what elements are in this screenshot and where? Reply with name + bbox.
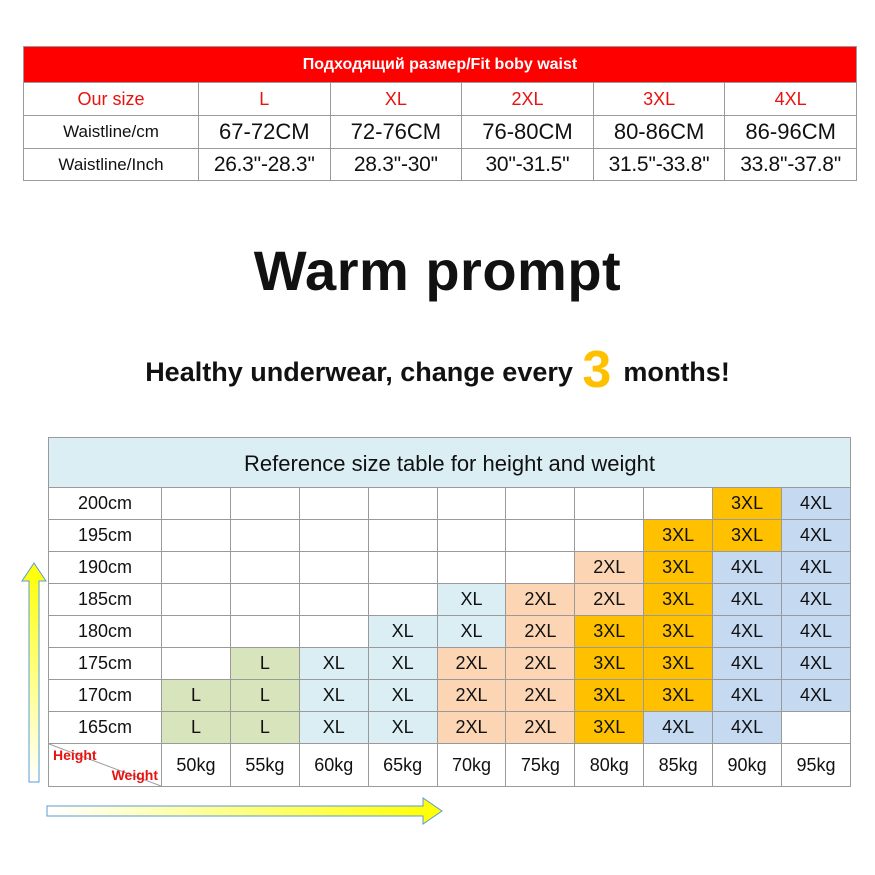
- size-cell: [161, 552, 230, 584]
- weight-label: 70kg: [437, 744, 506, 786]
- size-cell: [643, 488, 712, 520]
- size-cell: 3XL: [643, 680, 712, 712]
- height-label: 175cm: [49, 648, 161, 680]
- waist-row-our-size: [24, 82, 856, 115]
- waist-row-inch: [24, 148, 856, 180]
- weight-label: 85kg: [643, 744, 712, 786]
- size-cell: [505, 520, 574, 552]
- reference-size-table: [48, 437, 851, 787]
- size-cell: XL: [368, 648, 437, 680]
- waist-cm-cell: 86-96CM: [724, 116, 856, 148]
- size-cell: [574, 520, 643, 552]
- weight-label: 50kg: [161, 744, 230, 786]
- size-cell: XL: [299, 680, 368, 712]
- size-cell: 4XL: [781, 584, 850, 616]
- weight-label: 90kg: [712, 744, 781, 786]
- size-cell: XL: [299, 712, 368, 744]
- size-cell: 3XL: [574, 680, 643, 712]
- height-row: [49, 520, 850, 552]
- size-cell: 4XL: [712, 712, 781, 744]
- waist-inch-cell: 28.3''-30'': [330, 149, 462, 180]
- tip-number: 3: [582, 341, 612, 399]
- size-cell: L: [230, 648, 299, 680]
- size-cell: XL: [299, 648, 368, 680]
- waist-size-table: [23, 46, 857, 181]
- weight-label: 65kg: [368, 744, 437, 786]
- size-cell: 2XL: [505, 648, 574, 680]
- weight-label: 80kg: [574, 744, 643, 786]
- height-label: 165cm: [49, 712, 161, 744]
- size-cell: L: [161, 712, 230, 744]
- tip-line: [0, 340, 875, 402]
- size-cell: [299, 488, 368, 520]
- corner-weight-label: Weight: [111, 767, 158, 783]
- size-cell: 3XL: [643, 648, 712, 680]
- row-label: Waistline/cm: [63, 122, 159, 141]
- size-cell: [161, 520, 230, 552]
- size-cell: [505, 552, 574, 584]
- height-label: 180cm: [49, 616, 161, 648]
- size-cell: [230, 488, 299, 520]
- size-cell: 3XL: [593, 83, 725, 115]
- waist-inch-cell: 30''-31.5'': [461, 149, 593, 180]
- size-cell: 4XL: [724, 83, 856, 115]
- tip-text-before: Healthy underwear, change every: [145, 357, 573, 387]
- size-cell: [368, 584, 437, 616]
- size-cell: [161, 488, 230, 520]
- height-label: 170cm: [49, 680, 161, 712]
- size-cell: [161, 648, 230, 680]
- size-cell: 2XL: [437, 712, 506, 744]
- weight-label: 60kg: [299, 744, 368, 786]
- size-cell: XL: [368, 616, 437, 648]
- size-cell: 2XL: [574, 584, 643, 616]
- size-cell: 4XL: [712, 648, 781, 680]
- size-cell: [437, 552, 506, 584]
- waist-inch-cell: 31.5''-33.8'': [593, 149, 725, 180]
- tip-text-after: months!: [623, 357, 730, 387]
- size-cell: [368, 520, 437, 552]
- size-cell: [437, 488, 506, 520]
- size-cell: 3XL: [574, 616, 643, 648]
- size-cell: XL: [368, 680, 437, 712]
- height-row: [49, 584, 850, 616]
- row-label: Waistline/Inch: [58, 154, 164, 174]
- height-row: [49, 552, 850, 584]
- size-cell: [437, 520, 506, 552]
- size-cell: 2XL: [437, 680, 506, 712]
- size-cell: 4XL: [781, 520, 850, 552]
- size-cell: 4XL: [781, 552, 850, 584]
- size-cell: L: [198, 83, 330, 115]
- arrow-up-icon: [20, 561, 48, 785]
- size-cell: 3XL: [643, 616, 712, 648]
- size-cell: [230, 520, 299, 552]
- waist-cm-cell: 67-72CM: [198, 116, 330, 148]
- size-cell: XL: [368, 712, 437, 744]
- warm-prompt-title: Warm prompt: [253, 239, 622, 302]
- size-cell: 4XL: [781, 488, 850, 520]
- row-label: Our size: [77, 88, 145, 109]
- size-cell: 3XL: [643, 584, 712, 616]
- weight-label: 95kg: [781, 744, 850, 786]
- size-cell: 2XL: [505, 712, 574, 744]
- size-cell: XL: [437, 584, 506, 616]
- size-cell: 2XL: [505, 616, 574, 648]
- size-cell: 3XL: [574, 712, 643, 744]
- size-cell: XL: [437, 616, 506, 648]
- size-cell: [299, 616, 368, 648]
- size-cell: [781, 712, 850, 744]
- size-cell: L: [161, 680, 230, 712]
- weight-header-row: [49, 744, 850, 786]
- size-cell: [368, 488, 437, 520]
- waist-row-cm: [24, 115, 856, 148]
- size-cell: 4XL: [781, 616, 850, 648]
- size-cell: 4XL: [712, 680, 781, 712]
- size-cell: L: [230, 680, 299, 712]
- height-label: 195cm: [49, 520, 161, 552]
- height-row: [49, 488, 850, 520]
- size-cell: [230, 552, 299, 584]
- size-cell: 2XL: [574, 552, 643, 584]
- height-row: [49, 680, 850, 712]
- size-cell: [299, 520, 368, 552]
- size-cell: 4XL: [781, 680, 850, 712]
- size-cell: [230, 584, 299, 616]
- waist-cm-cell: 72-76CM: [330, 116, 462, 148]
- size-cell: [299, 552, 368, 584]
- waist-table-header: Подходящий размер/Fit boby waist: [24, 47, 856, 82]
- height-row: [49, 712, 850, 744]
- waist-inch-cell: 26.3''-28.3'': [198, 149, 330, 180]
- height-label: 185cm: [49, 584, 161, 616]
- size-cell: 2XL: [505, 680, 574, 712]
- size-cell: 4XL: [643, 712, 712, 744]
- size-cell: [299, 584, 368, 616]
- size-cell: [505, 488, 574, 520]
- size-cell: [574, 488, 643, 520]
- size-cell: [230, 616, 299, 648]
- size-cell: 3XL: [643, 520, 712, 552]
- waist-cm-cell: 80-86CM: [593, 116, 725, 148]
- size-cell: XL: [330, 83, 462, 115]
- size-cell: 3XL: [712, 488, 781, 520]
- size-cell: [161, 616, 230, 648]
- size-cell: 2XL: [505, 584, 574, 616]
- height-label: 190cm: [49, 552, 161, 584]
- size-cell: 4XL: [712, 616, 781, 648]
- height-row: [49, 648, 850, 680]
- corner-cell: [49, 744, 161, 786]
- size-cell: [161, 584, 230, 616]
- size-cell: 4XL: [712, 584, 781, 616]
- size-cell: 2XL: [437, 648, 506, 680]
- size-cell: [368, 552, 437, 584]
- height-label: 200cm: [49, 488, 161, 520]
- height-row: [49, 616, 850, 648]
- size-cell: 3XL: [574, 648, 643, 680]
- size-cell: 3XL: [643, 552, 712, 584]
- reference-table-title: Reference size table for height and weight: [49, 438, 850, 488]
- weight-label: 55kg: [230, 744, 299, 786]
- size-cell: 2XL: [461, 83, 593, 115]
- waist-cm-cell: 76-80CM: [461, 116, 593, 148]
- weight-label: 75kg: [505, 744, 574, 786]
- size-cell: 4XL: [712, 552, 781, 584]
- size-cell: 3XL: [712, 520, 781, 552]
- corner-height-label: Height: [53, 747, 97, 763]
- arrow-right-icon: [45, 796, 445, 826]
- size-cell: L: [230, 712, 299, 744]
- waist-inch-cell: 33.8''-37.8'': [724, 149, 856, 180]
- size-cell: 4XL: [781, 648, 850, 680]
